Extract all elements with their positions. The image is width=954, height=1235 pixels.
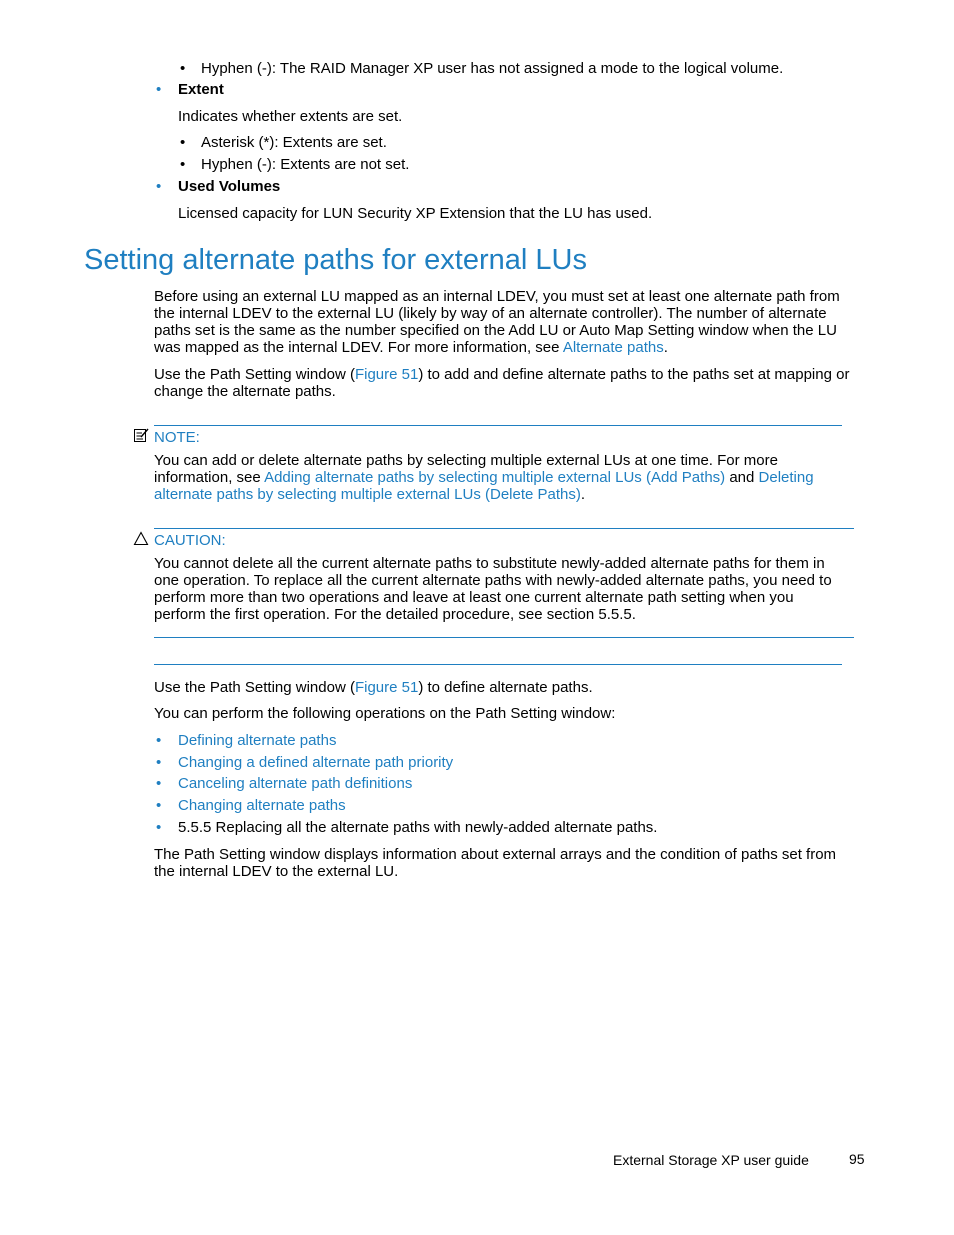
extent-hyphen-text: Hyphen (-): Extents are not set.	[201, 156, 410, 173]
bullet-dot: •	[156, 754, 162, 771]
section-separator-rule	[154, 664, 842, 665]
extent-asterisk-text: Asterisk (*): Extents are set.	[201, 134, 387, 151]
bullet-dot: •	[156, 819, 162, 836]
bullet-dot: •	[156, 775, 162, 792]
extent-description: Indicates whether extents are set.	[178, 108, 403, 125]
section-paragraph-2: Use the Path Setting window (Figure 51) to add and define alternate paths to the paths set at mapping or change the alternate paths.	[154, 366, 850, 400]
defining-alternate-paths-link[interactable]: Defining alternate paths	[178, 732, 337, 749]
page-number: 95	[849, 1151, 865, 1167]
bullet-dot: •	[156, 797, 162, 814]
bullet-dot: •	[156, 178, 162, 195]
used-volumes-description: Licensed capacity for LUN Security XP Extension that the LU has used.	[178, 205, 653, 222]
section-paragraph-1: Before using an external LU mapped as an internal LDEV, you must set at least one alternate path from the internal LDEV to the external LU (likely by way of an alternate controller). The number of alternate paths set is the same as the number specified on the Add LU or Auto Map Setting window when the LU was mapped as the internal LDEV. For more information, see Alternate paths.	[154, 288, 840, 356]
caution-triangle-icon	[133, 531, 149, 550]
bullet-dot: •	[156, 732, 162, 749]
bullet-dot: •	[180, 156, 186, 173]
note-text: You can add or delete alternate paths by selecting multiple external LUs at one time. For more information, see Adding alternate paths by selecting multiple external LUs (Add Paths) and Deleting alternate paths by selecting multiple external LUs (Delete Paths).	[154, 452, 814, 503]
hyphen-mode-text: Hyphen (-): The RAID Manager XP user has not assigned a mode to the logical volume.	[201, 60, 784, 77]
bullet-dot: •	[156, 81, 162, 98]
path-setting-paragraph: Use the Path Setting window (Figure 51) to define alternate paths.	[154, 679, 593, 696]
changing-priority-link[interactable]: Changing a defined alternate path priority	[178, 754, 454, 771]
bullet-dot: •	[180, 134, 186, 151]
delete-paths-link[interactable]: Deleting alternate paths by selecting multiple external LUs (Delete Paths)	[154, 469, 814, 503]
replacing-paths-item: 5.5.5 Replacing all the alternate paths with newly-added alternate paths.	[178, 819, 658, 836]
canceling-definitions-link[interactable]: Canceling alternate path definitions	[178, 775, 413, 792]
section-title: Setting alternate paths for external LUs	[84, 244, 587, 276]
bullet-dot: •	[180, 60, 186, 77]
used-volumes-label: Used Volumes	[178, 178, 281, 195]
caution-top-rule	[154, 528, 854, 529]
figure-51-link[interactable]: Figure 51	[354, 679, 419, 696]
footer-guide-title: External Storage XP user guide	[613, 1152, 809, 1168]
note-icon	[133, 427, 149, 447]
caution-label: CAUTION:	[154, 532, 226, 549]
extent-label: Extent	[178, 81, 224, 98]
caution-bottom-rule	[154, 637, 854, 638]
note-top-rule	[154, 425, 842, 426]
changing-alternate-paths-link[interactable]: Changing alternate paths	[178, 797, 346, 814]
caution-text: You cannot delete all the current alternate paths to substitute newly-added alternate paths for them in one operation. To replace all the current alternate paths with newly-added alternate paths, you need to perform more than two operations and leave at least one current alternate path setting when you perform the first operation. For the detailed procedure, see section 5.5.5.	[154, 555, 832, 623]
path-setting-description: The Path Setting window displays information about external arrays and the condition of paths set from the internal LDEV to the external LU.	[154, 846, 837, 880]
figure-51-link[interactable]: Figure 51	[354, 366, 419, 383]
note-label: NOTE:	[154, 429, 200, 446]
alternate-paths-link[interactable]: Alternate paths	[562, 339, 664, 356]
add-paths-link[interactable]: Adding alternate paths by selecting multiple external LUs (Add Paths)	[264, 469, 726, 486]
operations-intro: You can perform the following operations on the Path Setting window:	[154, 705, 616, 722]
